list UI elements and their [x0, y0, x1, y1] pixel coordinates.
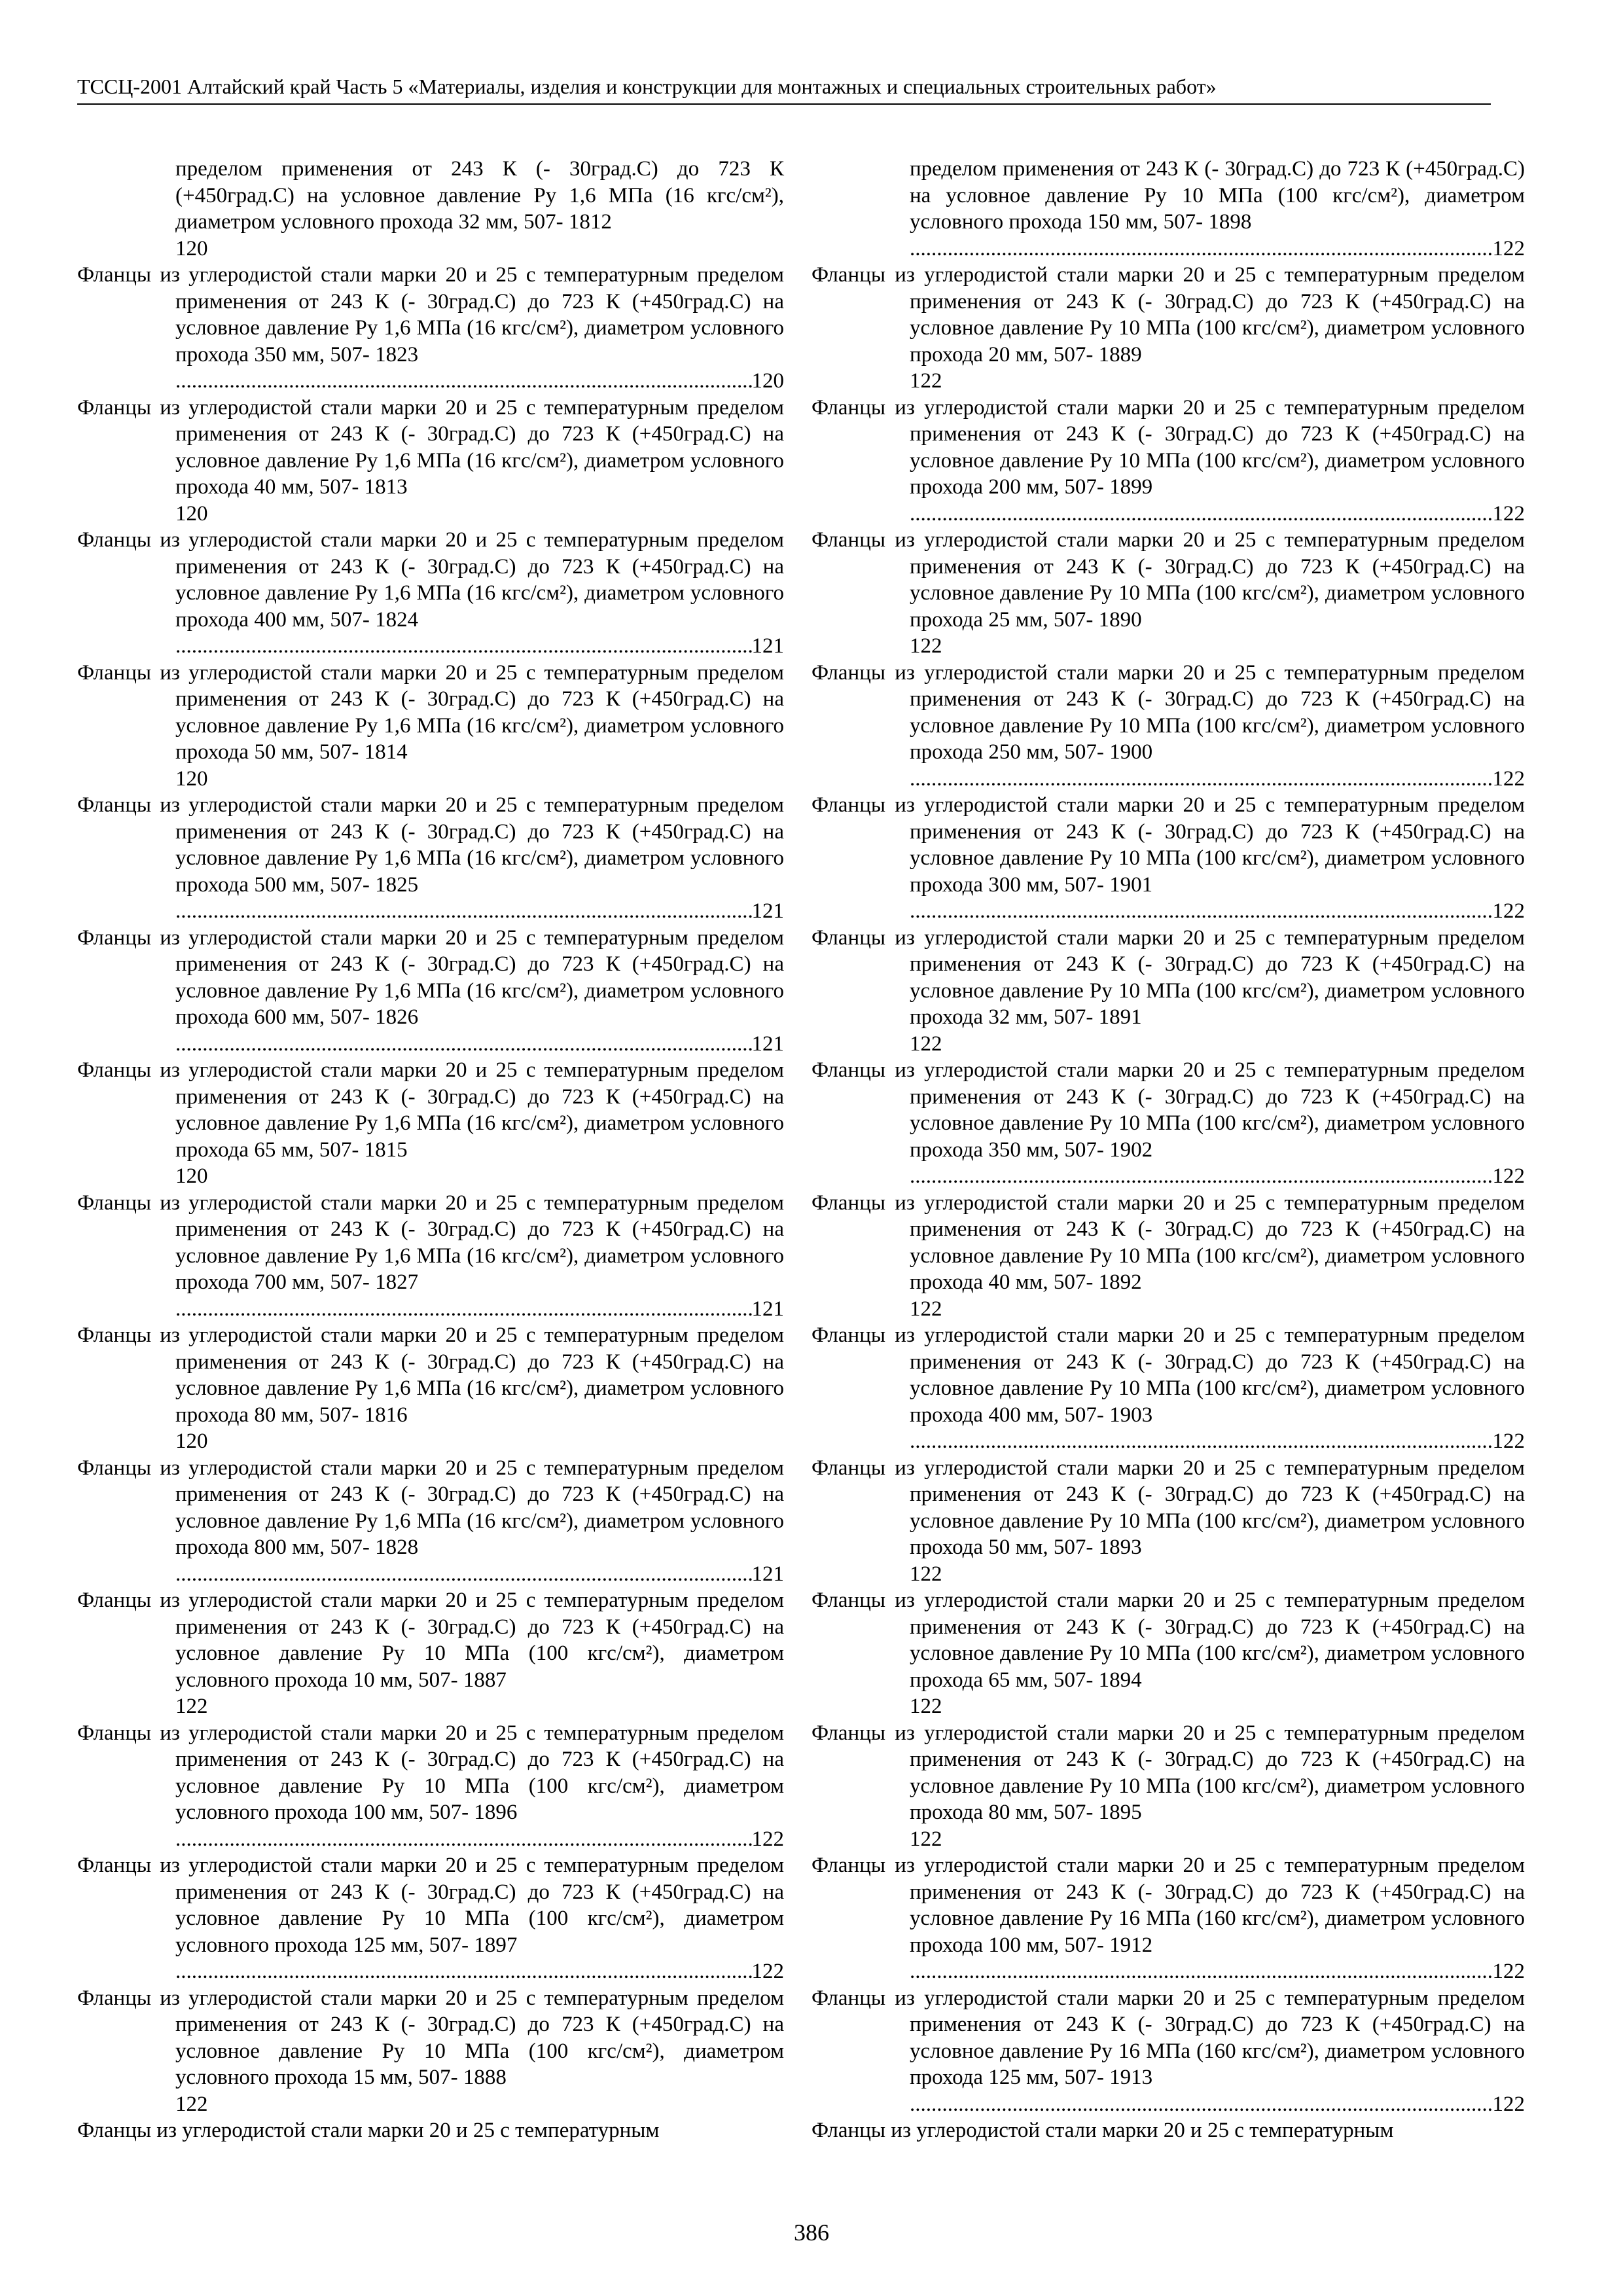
index-entry — [77, 1852, 784, 1985]
entry-lead: Фланцы — [812, 528, 886, 552]
index-entry — [812, 925, 1525, 1058]
dot-leader — [910, 1958, 1493, 1985]
page-ref-number: 122 — [175, 1695, 208, 1718]
index-entry — [77, 262, 784, 395]
index-entry — [77, 1190, 784, 1323]
entry-lead: Фланцы — [77, 660, 152, 685]
page-ref-number: 122 — [175, 2092, 208, 2116]
page-reference — [910, 766, 1525, 793]
entry-text: из углеродистой стали марки 20 и 25 с температурным пределом применения от 243 К (- 30град.С) до 723 К (+450град.С) на условное давление Ру 10 МПа (100 кгс/см²), диаметром условного прохода 50 мм, 507- 1893 — [895, 1456, 1525, 1559]
entry-lead: Фланцы — [77, 263, 152, 287]
dot-leader — [175, 1826, 752, 1853]
entry-text: из углеродистой стали марки 20 и 25 с температурным — [156, 2119, 660, 2142]
dot-leader — [910, 236, 1493, 262]
index-column-left — [77, 156, 784, 2144]
index-entry — [77, 1057, 784, 1190]
page-ref-number: 122 — [751, 1827, 784, 1851]
entry-text: из углеродистой стали марки 20 и 25 с температурным пределом применения от 243 К (- 30град.С) до 723 К (+450град.С) на условное давление Ру 10 МПа (100 кгс/см²), диаметром условного прохода 25 мм, 507- 1890 — [895, 528, 1525, 632]
page-reference — [910, 1958, 1525, 1985]
index-entry — [77, 1455, 784, 1588]
dot-leader — [175, 1958, 752, 1985]
entry-text: из углеродистой стали марки 20 и 25 с температурным пределом применения от 243 К (- 30град.С) до 723 К (+450град.С) на условное давление Ру 1,6 МПа (16 кгс/см²), диаметром условного прохода 50 мм, 507- 1814 — [160, 660, 784, 764]
entry-text: из углеродистой стали марки 20 и 25 с температурным пределом применения от 243 К (- 30град.С) до 723 К (+450град.С) на условное давление Ру 1,6 МПа (16 кгс/см²), диаметром условного прохода 40 мм, 507- 1813 — [160, 395, 784, 499]
page-ref-number: 121 — [751, 1031, 784, 1056]
entry-text: из углеродистой стали марки 20 и 25 с температурным пределом применения от 243 К (- 30град.С) до 723 К (+450град.С) на условное давление Ру 10 МПа (100 кгс/см²), диаметром условного прохода 200 мм, 507- 1899 — [895, 395, 1525, 499]
entry-text: из углеродистой стали марки 20 и 25 с температурным пределом применения от 243 К (- 30град.С) до 723 К (+450град.С) на условное давление Ру 1,6 МПа (16 кгс/см²), диаметром условного прохода 350 мм, 507- 1823 — [160, 263, 784, 367]
entry-text: из углеродистой стали марки 20 и 25 с температурным пределом применения от 243 К (- 30град.С) до 723 К (+450град.С) на условное давление Ру 10 МПа (100 кгс/см²), диаметром условного прохода 400 мм, 507- 1903 — [895, 1323, 1525, 1427]
page-ref-number: 122 — [910, 1562, 942, 1586]
entry-text: из углеродистой стали марки 20 и 25 с температурным пределом применения от 243 К (- 30град.С) до 723 К (+450град.С) на условное давление Ру 10 МПа (100 кгс/см²), диаметром условного прохода 15 мм, 507- 1888 — [160, 1986, 784, 2089]
page-reference — [910, 236, 1525, 262]
page-ref-number: 122 — [1492, 766, 1525, 791]
page-ref-number: 120 — [175, 1164, 208, 1188]
page-reference — [910, 1428, 1525, 1455]
page-reference — [175, 1826, 784, 1853]
dot-leader — [175, 1561, 752, 1588]
page-ref-number: 121 — [751, 899, 784, 923]
page-ref-number: 121 — [751, 1297, 784, 1321]
page-reference — [910, 898, 1525, 925]
index-entry — [812, 792, 1525, 925]
entry-text: из углеродистой стали марки 20 и 25 с температурным пределом применения от 243 К (- 30град.С) до 723 К (+450град.С) на условное давление Ру 1,6 МПа (16 кгс/см²), диаметром условного прохода 80 мм, 507- 1816 — [160, 1323, 784, 1427]
dot-leader — [910, 1428, 1493, 1455]
index-entry — [77, 395, 784, 528]
index-entry — [77, 527, 784, 660]
entry-lead: Фланцы — [77, 1058, 152, 1082]
entry-text: из углеродистой стали марки 20 и 25 с температурным пределом применения от 243 К (- 30град.С) до 723 К (+450град.С) на условное давление Ру 10 МПа (100 кгс/см²), диаметром условного прохода 32 мм, 507- 1891 — [895, 925, 1525, 1029]
entry-lead: Фланцы — [812, 2119, 886, 2142]
page-ref-number: 120 — [175, 766, 208, 791]
entry-text: из углеродистой стали марки 20 и 25 с температурным пределом применения от 243 К (- 30град.С) до 723 К (+450град.С) на условное давление Ру 1,6 МПа (16 кгс/см²), диаметром условного прохода 400 мм, 507- 1824 — [160, 528, 784, 632]
index-entry — [77, 792, 784, 925]
page-ref-number: 122 — [751, 1960, 784, 1983]
entry-text: из углеродистой стали марки 20 и 25 с температурным пределом применения от 243 К (- 30град.С) до 723 К (+450град.С) на условное давление Ру 10 МПа (100 кгс/см²), диаметром условного прохода 350 мм, 507- 1902 — [895, 1058, 1525, 1162]
dot-leader — [175, 1296, 752, 1323]
entry-lead: Фланцы — [77, 528, 152, 552]
page-reference — [175, 1958, 784, 1985]
entry-lead: Фланцы — [812, 1456, 886, 1480]
page-reference — [175, 1296, 784, 1323]
entry-text: из углеродистой стали марки 20 и 25 с температурным пределом применения от 243 К (- 30град.С) до 723 К (+450град.С) на условное давление Ру 1,6 МПа (16 кгс/см²), диаметром условного прохода 600 мм, 507- 1826 — [160, 925, 784, 1029]
entry-text: из углеродистой стали марки 20 и 25 с температурным пределом применения от 243 К (- 30град.С) до 723 К (+450град.С) на условное давление Ру 10 МПа (100 кгс/см²), диаметром условного прохода 300 мм, 507- 1901 — [895, 793, 1525, 897]
index-column-right — [812, 156, 1525, 2144]
entry-text: из углеродистой стали марки 20 и 25 с температурным пределом применения от 243 К (- 30град.С) до 723 К (+450град.С) на условное давление Ру 16 МПа (160 кгс/см²), диаметром условного прохода 100 мм, 507- 1912 — [895, 1854, 1525, 1957]
index-entry — [812, 1720, 1525, 1853]
index-entry — [812, 1587, 1525, 1720]
page-ref-number: 122 — [1492, 1960, 1525, 1983]
page-ref-number: 122 — [1492, 1164, 1525, 1188]
index-entry — [77, 1720, 784, 1853]
page-number: 386 — [794, 2219, 829, 2246]
entry-lead: Фланцы — [812, 1588, 886, 1612]
dot-leader — [910, 501, 1493, 528]
entry-text: из углеродистой стали марки 20 и 25 с температурным пределом применения от 243 К (- 30град.С) до 723 К (+450град.С) на условное давление Ру 1,6 МПа (16 кгс/см²), диаметром условного прохода 65 мм, 507- 1815 — [160, 1058, 784, 1162]
dot-leader — [175, 633, 752, 660]
entry-lead: Фланцы — [77, 1588, 152, 1612]
page-reference — [910, 2091, 1525, 2118]
dot-leader — [910, 766, 1493, 793]
page-header: ТССЦ-2001 Алтайский край Часть 5 «Материалы, изделия и конструкции для монтажных и специальных строительных работ» — [77, 73, 1491, 105]
index-entry — [77, 1587, 784, 1720]
index-entry — [812, 1057, 1525, 1190]
entry-lead: Фланцы — [77, 395, 152, 420]
page-ref-number: 120 — [175, 236, 208, 260]
entry-text: из углеродистой стали марки 20 и 25 с температурным пределом применения от 243 К (- 30град.С) до 723 К (+450град.С) на условное давление Ру 1,6 МПа (16 кгс/см²), диаметром условного прохода 700 мм, 507- 1827 — [160, 1191, 784, 1294]
entry-lead: Фланцы — [812, 1191, 886, 1215]
entry-text: из углеродистой стали марки 20 и 25 с температурным пределом применения от 243 К (- 30град.С) до 723 К (+450град.С) на условное давление Ру 10 МПа (100 кгс/см²), диаметром условного прохода 250 мм, 507- 1900 — [895, 660, 1525, 764]
page-reference — [175, 1031, 784, 1058]
entry-lead: Фланцы — [812, 1058, 886, 1082]
entry-text: из углеродистой стали марки 20 и 25 с температурным пределом применения от 243 К (- 30град.С) до 723 К (+450град.С) на условное давление Ру 10 МПа (100 кгс/см²), диаметром условного прохода 10 мм, 507- 1887 — [160, 1588, 784, 1692]
page-ref-number: 122 — [1492, 501, 1525, 526]
index-entry — [812, 660, 1525, 793]
entry-text: из углеродистой стали марки 20 и 25 с температурным пределом применения от 243 К (- 30град.С) до 723 К (+450град.С) на условное давление Ру 10 МПа (100 кгс/см²), диаметром условного прохода 80 мм, 507- 1895 — [895, 1721, 1525, 1824]
page-ref-number: 122 — [1492, 236, 1525, 260]
entry-lead: Фланцы — [812, 660, 886, 685]
entry-text: пределом применения от 243 К (- 30град.С) до 723 К (+450град.С) на условное давление Ру 10 МПа (100 кгс/см²), диаметром условного прохода 150 мм, 507- 1898 — [910, 157, 1525, 234]
index-entry — [77, 925, 784, 1058]
page-reference — [175, 633, 784, 660]
page-ref-number: 122 — [910, 1827, 942, 1851]
page-ref-number: 122 — [910, 1695, 942, 1718]
index-entry — [812, 156, 1525, 262]
page-reference — [175, 1561, 784, 1588]
page-reference — [175, 898, 784, 925]
page-ref-number: 122 — [910, 369, 942, 393]
entry-lead: Фланцы — [812, 1854, 886, 1877]
entry-text: из углеродистой стали марки 20 и 25 с температурным пределом применения от 243 К (- 30град.С) до 723 К (+450град.С) на условное давление Ру 1,6 МПа (16 кгс/см²), диаметром условного прохода 500 мм, 507- 1825 — [160, 793, 784, 897]
entry-lead: Фланцы — [77, 1323, 152, 1347]
index-entry — [812, 1190, 1525, 1323]
index-entry — [77, 156, 784, 262]
page-ref-number: 120 — [175, 501, 208, 526]
page-ref-number: 122 — [1492, 2092, 1525, 2116]
entry-lead: Фланцы — [77, 1721, 152, 1745]
index-entry — [812, 1455, 1525, 1588]
page-ref-number: 121 — [751, 634, 784, 658]
entry-lead: Фланцы — [77, 793, 152, 817]
entry-lead: Фланцы — [77, 1456, 152, 1480]
entry-text: из углеродистой стали марки 20 и 25 с температурным пределом применения от 243 К (- 30град.С) до 723 К (+450град.С) на условное давление Ру 10 МПа (100 кгс/см²), диаметром условного прохода 20 мм, 507- 1889 — [895, 263, 1525, 367]
entry-text: из углеродистой стали марки 20 и 25 с температурным пределом применения от 243 К (- 30град.С) до 723 К (+450град.С) на условное давление Ру 10 МПа (100 кгс/см²), диаметром условного прохода 65 мм, 507- 1894 — [895, 1588, 1525, 1692]
entry-lead: Фланцы — [812, 1986, 886, 2010]
page-reference — [910, 501, 1525, 528]
entry-text: из углеродистой стали марки 20 и 25 с температурным пределом применения от 243 К (- 30град.С) до 723 К (+450град.С) на условное давление Ру 16 МПа (160 кгс/см²), диаметром условного прохода 125 мм, 507- 1913 — [895, 1986, 1525, 2089]
entry-lead: Фланцы — [77, 925, 152, 950]
entry-text: из углеродистой стали марки 20 и 25 с температурным — [891, 2119, 1394, 2142]
index-entry — [812, 527, 1525, 660]
entry-lead: Фланцы — [812, 1323, 886, 1347]
entry-lead: Фланцы — [812, 793, 886, 817]
dot-leader — [910, 898, 1493, 925]
page-reference — [910, 1163, 1525, 1190]
index-entry — [77, 1985, 784, 2118]
entry-lead: Фланцы — [77, 1191, 152, 1215]
entry-lead: Фланцы — [77, 1986, 152, 2010]
page-ref-number: 120 — [175, 1429, 208, 1453]
entry-lead: Фланцы — [812, 395, 886, 420]
entry-text: из углеродистой стали марки 20 и 25 с температурным пределом применения от 243 К (- 30град.С) до 723 К (+450град.С) на условное давление Ру 10 МПа (100 кгс/см²), диаметром условного прохода 40 мм, 507- 1892 — [895, 1191, 1525, 1294]
dot-leader — [910, 2091, 1493, 2118]
page-ref-number: 122 — [910, 1297, 942, 1321]
page-ref-number: 122 — [1492, 1429, 1525, 1453]
dot-leader — [175, 898, 752, 925]
page-ref-number: 122 — [910, 634, 942, 658]
index-entry — [77, 660, 784, 793]
entry-text: из углеродистой стали марки 20 и 25 с температурным пределом применения от 243 К (- 30град.С) до 723 К (+450град.С) на условное давление Ру 10 МПа (100 кгс/см²), диаметром условного прохода 125 мм, 507- 1897 — [160, 1854, 784, 1957]
entry-text: пределом применения от 243 К (- 30град.С) до 723 К (+450град.С) на условное давление Ру 1,6 МПа (16 кгс/см²), диаметром условного прохода 32 мм, 507- 1812 — [175, 157, 784, 234]
entry-lead: Фланцы — [812, 1721, 886, 1745]
index-entry — [812, 395, 1525, 528]
entry-text: из углеродистой стали марки 20 и 25 с температурным пределом применения от 243 К (- 30град.С) до 723 К (+450град.С) на условное давление Ру 10 МПа (100 кгс/см²), диаметром условного прохода 100 мм, 507- 1896 — [160, 1721, 784, 1824]
entry-text: из углеродистой стали марки 20 и 25 с температурным пределом применения от 243 К (- 30град.С) до 723 К (+450град.С) на условное давление Ру 1,6 МПа (16 кгс/см²), диаметром условного прохода 800 мм, 507- 1828 — [160, 1456, 784, 1559]
dot-leader — [175, 1031, 752, 1058]
dot-leader — [910, 1163, 1493, 1190]
entry-lead: Фланцы — [812, 263, 886, 287]
entry-lead: Фланцы — [812, 925, 886, 950]
entry-lead: Фланцы — [77, 1854, 152, 1877]
page-ref-number: 121 — [751, 1562, 784, 1586]
index-entry — [77, 2117, 784, 2144]
page-ref-number: 122 — [910, 1031, 942, 1056]
dot-leader — [175, 368, 752, 395]
page-reference — [175, 368, 784, 395]
index-entry — [812, 1322, 1525, 1455]
index-entry — [812, 262, 1525, 395]
entry-lead: Фланцы — [77, 2119, 152, 2142]
index-entry — [812, 2117, 1525, 2144]
index-entry — [812, 1852, 1525, 1985]
index-entry — [77, 1322, 784, 1455]
page-ref-number: 122 — [1492, 899, 1525, 923]
page-ref-number: 120 — [751, 369, 784, 393]
index-entry — [812, 1985, 1525, 2118]
